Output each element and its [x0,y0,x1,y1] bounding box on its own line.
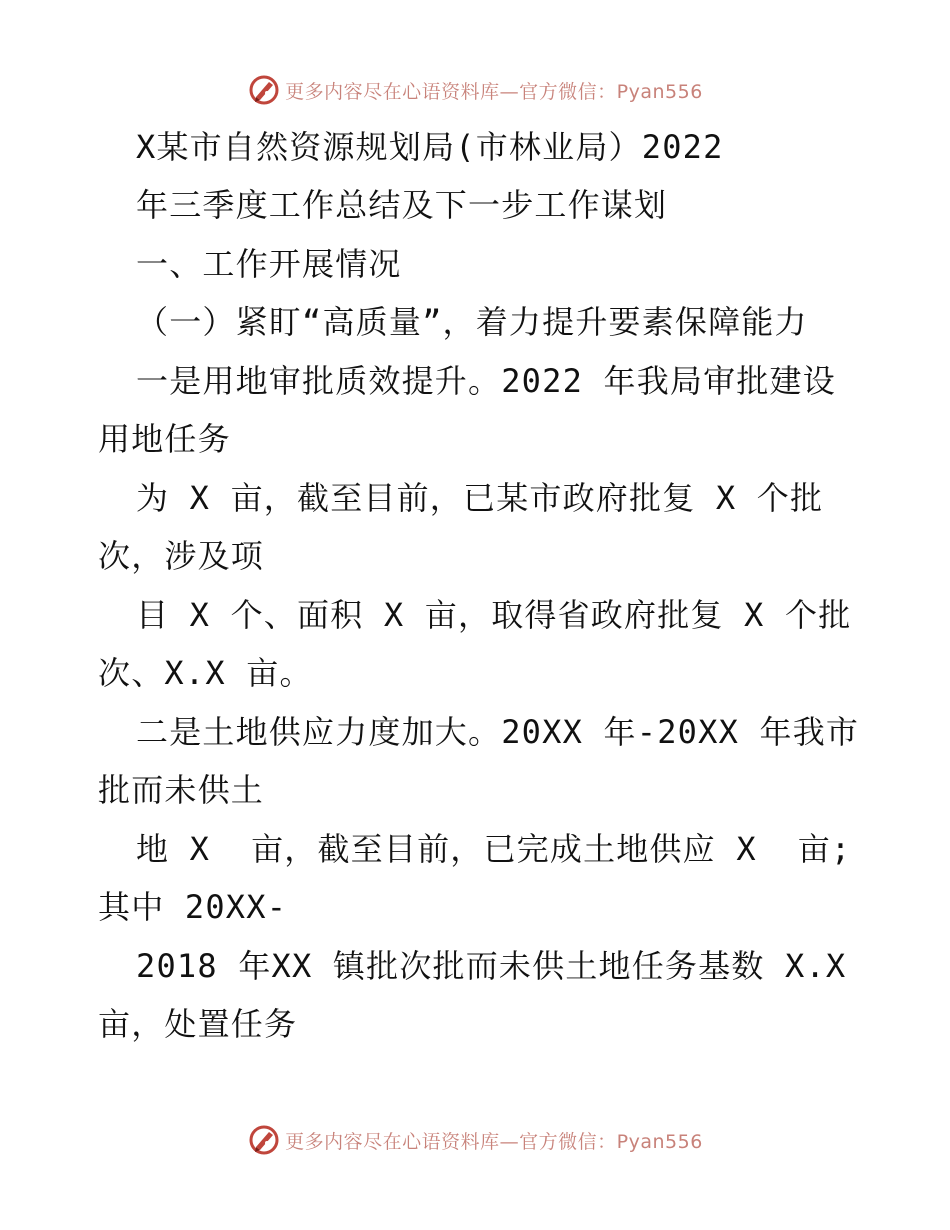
paragraph-line: 批而未供土 [98,771,265,809]
section-heading: 一、工作开展情况 [136,245,402,283]
paragraph-line: 二是土地供应力度加大。20XX 年-20XX 年我市 [136,713,860,751]
paragraph-line: 目 X 个、面积 X 亩，取得省政府批复 X 个批 [136,596,852,634]
paragraph-line: 用地任务 [98,420,231,458]
paragraph-line: 为 X 亩，截至目前，已某市政府批复 X 个批 [136,479,824,517]
pen-seal-icon [247,73,281,107]
paragraph-line: 亩，处置任务 [98,1005,298,1043]
watermark-header [0,70,950,110]
paragraph-line: 其中 20XX- [98,888,288,926]
paragraph-line: 2018 年XX 镇批次批而未供土地任务基数 X.X [136,947,847,985]
paragraph-line: 一是用地审批质效提升。2022 年我局审批建设 [136,362,836,400]
doc-title-line-2: 年三季度工作总结及下一步工作谋划 [136,186,668,224]
watermark-text: 更多内容尽在心语资料库—官方微信：Pyan556 [285,1130,703,1153]
watermark-wechat-id: Pyan556 [616,80,703,103]
pen-seal-icon [247,1123,281,1157]
paragraph-line: 次，涉及项 [98,537,265,575]
watermark-wechat-id: Pyan556 [616,1130,703,1153]
paragraph-line: 地 X 亩，截至目前，已完成土地供应 X 亩; [136,830,852,868]
doc-title-line-1: X某市自然资源规划局(市林业局）2022 [136,128,724,166]
subsection-heading: （一）紧盯“高质量”，着力提升要素保障能力 [136,303,808,341]
watermark-footer [0,1120,950,1160]
watermark-text: 更多内容尽在心语资料库—官方微信：Pyan556 [285,80,703,103]
paragraph-line: 次、X.X 亩。 [98,654,313,692]
